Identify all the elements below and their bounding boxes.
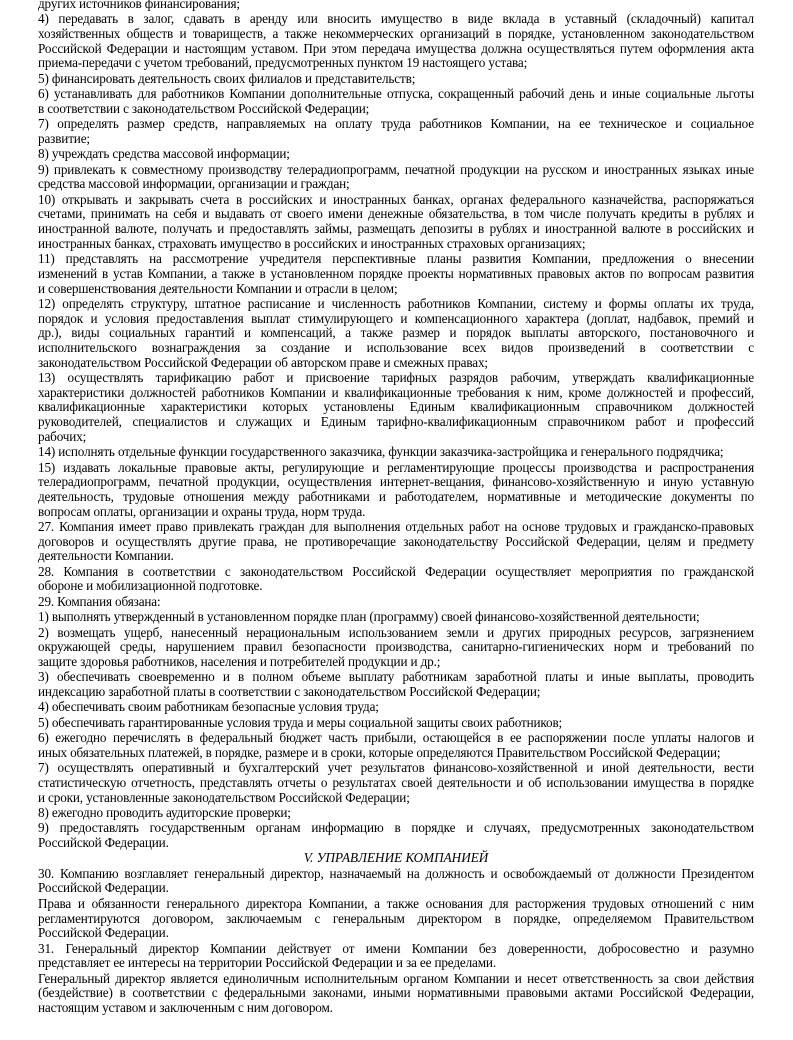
text-line: др.), виды социальных гарантий и компенсаций, а также размер и порядок выплаты авторского, постановочного и	[38, 325, 754, 341]
text-line: Российской Федерации и настоящим уставом. При этом передача имущества должна осуществляться путем оформления акта	[38, 40, 754, 56]
text-line: развитие;	[38, 130, 90, 146]
text-line: средства массовой информации, организации и граждан;	[38, 176, 350, 192]
text-line: деятельности Компании.	[38, 548, 174, 564]
paragraph	[38, 72, 754, 87]
text-line: законодательством Российской Федерации об авторском праве и смежных правах;	[38, 354, 488, 370]
obligations-section	[38, 0, 754, 851]
paragraph	[38, 670, 754, 699]
paragraph	[38, 193, 754, 252]
paragraph	[38, 626, 754, 670]
text-line: телерадиопрограмм, печатной продукции, осуществления интернет-вещания, финансово-хозяйственную и иную уставную	[38, 474, 754, 490]
text-line: хозяйственных обществ и товариществ, а также некоммерческих организаций в порядке, установленном законодательством	[38, 26, 754, 42]
text-line: 11) представлять на рассмотрение учредителя перспективные планы развития Компании, предложения о внесении	[38, 251, 754, 267]
text-line: 6) устанавливать для работников Компании дополнительные отпуска, сокращенный рабочий день и иные социальные льготы	[38, 86, 754, 102]
text-line: 8) учреждать средства массовой информации;	[38, 146, 290, 162]
text-line: 4) передавать в залог, сдавать в аренду или вносить имущество в виде вклада в уставный (складочный) капитал	[38, 11, 754, 27]
text-line: окружающей среды, нарушением правил безопасности производства, санитарно-гигиенических норм и требований по	[38, 639, 754, 655]
text-line: 10) открывать и закрывать счета в российских и иностранных банках, органах федерального казначейства, распоряжаться	[38, 191, 754, 207]
text-line: договоров и осуществлять другие права, не противоречащие законодательству Российской Федерации, целям и предмету	[38, 533, 754, 549]
text-line: представляет ее интересы на территории Российской Федерации и за ее пределами.	[38, 955, 496, 971]
document-body	[38, 0, 754, 1016]
text-line: характеристики должностей работников Компании и квалификационные требования к ним, кроме должностей и профессий,	[38, 384, 754, 400]
text-line: 3) обеспечивать своевременно и в полном объеме выплату работникам заработной платы и иные выплаты, проводить	[38, 669, 754, 685]
paragraph	[38, 297, 754, 370]
paragraph	[38, 761, 754, 805]
paragraph	[38, 972, 754, 1016]
text-line: 27. Компания имеет право привлекать граждан для выполнения отдельных работ на основе трудовых и гражданско-правовых	[38, 519, 754, 534]
text-line: порядок и условия предоставления выплат стимулирующего и компенсационного характера (доплат, надбавок, премий и	[38, 310, 754, 326]
text-line: руководителей, специалистов и служащих и Единым тарифно-квалификационным справочником работ и профессий	[38, 414, 754, 430]
text-line: и совершенствования деятельности Компании и отрасли в целом;	[38, 280, 398, 296]
text-line: 28. Компания в соответствии с законодательством Российской Федерации осуществляет мероприятия по гражданской	[38, 563, 754, 579]
paragraph	[38, 942, 754, 971]
management-section	[38, 867, 754, 1016]
text-line: деятельность, трудовые отношения между работниками и работодателем, нормативные и методические документы по	[38, 488, 754, 504]
text-line: 31. Генеральный директор Компании действует от имени Компании без доверенности, добросовестно и разумно	[38, 940, 754, 956]
text-line: 14) исполнять отдельные функции государственного заказчика, функции заказчика-застройщика и генерального подрядчика;	[38, 444, 724, 460]
paragraph	[38, 731, 754, 760]
text-line: регламентируются договором, заключаемым с генеральным директором в порядке, определяемом Правительством	[38, 910, 754, 926]
text-line: счетами, принимать на себя и выдавать от своего имени денежные обязательства, в том числе получать кредиты в рублях и	[38, 206, 754, 222]
text-line: 2) возмещать ущерб, нанесенный нерациональным использованием земли и других природных ресурсов, загрязнением	[38, 624, 754, 640]
text-line: 4) обеспечивать своим работникам безопасные условия труда;	[38, 699, 379, 715]
text-line: 7) определять размер средств, направляемых на оплату труда работников Компании, на ее техническое и социальное	[38, 116, 754, 132]
paragraph	[38, 147, 754, 162]
text-line: 5) обеспечивать гарантированные условия труда и меры социальной защиты своих работников;	[38, 714, 563, 730]
text-line: Российской Федерации.	[38, 880, 169, 896]
paragraph	[38, 163, 754, 192]
paragraph	[38, 252, 754, 296]
text-line: индексацию заработной платы в соответствии с законодательством Российской Федерации;	[38, 684, 541, 699]
paragraph	[38, 0, 754, 12]
text-line: вопросам оплаты, организации и охраны труда, норм труда.	[38, 503, 366, 519]
paragraph	[38, 806, 754, 821]
paragraph	[38, 867, 754, 896]
paragraph	[38, 87, 754, 116]
paragraph	[38, 565, 754, 594]
text-line: приема-передачи с учетом требований, предусмотренных пунктом 19 настоящего устава;	[38, 55, 528, 71]
text-line: Российской Федерации.	[38, 925, 169, 941]
text-line: 6) ежегодно перечислять в федеральный бюджет часть прибыли, остающейся в ее распоряжении после уплаты налогов и	[38, 730, 754, 746]
text-line: 30. Компанию возглавляет генеральный директор, назначаемый на должность и освобождаемый от должности Президентом	[38, 865, 754, 881]
text-line: (бездействие) в соответствии с федеральными законами, иными нормативными правовыми актами Российской Федерации,	[38, 985, 754, 1001]
text-line: 12) определять структуру, штатное расписание и численность работников Компании, систему и формы оплаты их труда,	[38, 295, 754, 311]
paragraph	[38, 520, 754, 564]
text-line: статистическую отчетность, представлять отчеты о результатах своей деятельности и об использовании имущества в порядке	[38, 774, 754, 790]
text-line: 13) осуществлять тарификацию работ и присвоение тарифных разрядов рабочим, утверждать квалификационные	[38, 370, 754, 386]
text-line: иных обязательных платежей, в порядке, размере и в сроки, которые определяются Правительством Российской Федерации;	[38, 744, 721, 760]
section-heading: V. УПРАВЛЕНИЕ КОМПАНИЕЙ	[303, 850, 489, 866]
text-line: и сроки, установленные законодательством Российской Федерации;	[38, 789, 410, 805]
text-line: в соответствии с законодательством Российской Федерации;	[38, 100, 370, 116]
paragraph	[38, 610, 754, 625]
paragraph	[38, 700, 754, 715]
text-line: 15) издавать локальные правовые акты, регулирующие и регламентирующие процессы производства и распространения	[38, 459, 754, 475]
text-line: квалификационные характеристики которых установлены Единым квалификационным справочником должностей	[38, 399, 754, 415]
paragraph	[38, 445, 754, 460]
text-line: 5) финансировать деятельность своих филиалов и представительств;	[38, 70, 416, 86]
paragraph	[38, 371, 754, 444]
text-line: иностранной валюте, получать и предоставлять займы, размещать депозиты в рублях и иностранной валюте в российских и	[38, 221, 754, 237]
paragraph	[38, 595, 754, 610]
text-line: 8) ежегодно проводить аудиторские проверки;	[38, 804, 291, 820]
text-line: защите здоровья работников, населения и потребителей продукции и др.;	[38, 653, 441, 669]
paragraph	[38, 461, 754, 520]
text-line: иностранных банках, страховать имущество в российских и иностранных страховых организациях;	[38, 235, 586, 251]
text-line: других источников финансирования;	[38, 0, 240, 11]
text-line: Российской Федерации.	[38, 835, 169, 850]
text-line: 9) привлекать к совместному производству телерадиопрограмм, печатной продукции на русском и иностранных языках иные	[38, 161, 754, 177]
text-line: настоящим уставом и заключенным с ним договором.	[38, 1000, 333, 1015]
text-line: 29. Компания обязана:	[38, 593, 161, 609]
text-line: изменений в устав Компании, а также в установленном порядке проекты нормативных правовых актов по вопросам развития	[38, 265, 754, 281]
paragraph	[38, 821, 754, 850]
paragraph	[38, 117, 754, 146]
paragraph	[38, 716, 754, 731]
text-line: 1) выполнять утвержденный в установленном порядке план (программу) своей финансово-хозяйственной деятельности;	[38, 609, 700, 625]
text-line: 9) предоставлять государственным органам информацию в порядке и случаях, предусмотренных законодательством	[38, 820, 754, 836]
paragraph	[38, 897, 754, 941]
text-line: Права и обязанности генерального директора Компании, а также основания для расторжения трудовых отношений с ним	[38, 895, 754, 911]
text-line: исполнительского вознаграждения за создание и использование всех видов произведений в соответствии с	[38, 340, 754, 355]
text-line: обороне и мобилизационной подготовке.	[38, 578, 263, 594]
paragraph	[38, 12, 754, 71]
text-line: 7) осуществлять оперативный и бухгалтерский учет результатов финансово-хозяйственной и иной деятельности, вести	[38, 760, 754, 776]
text-line: Генеральный директор является единоличным исполнительным органом Компании и несет ответственность за свои действия	[38, 970, 754, 986]
text-line: рабочих;	[38, 428, 87, 444]
